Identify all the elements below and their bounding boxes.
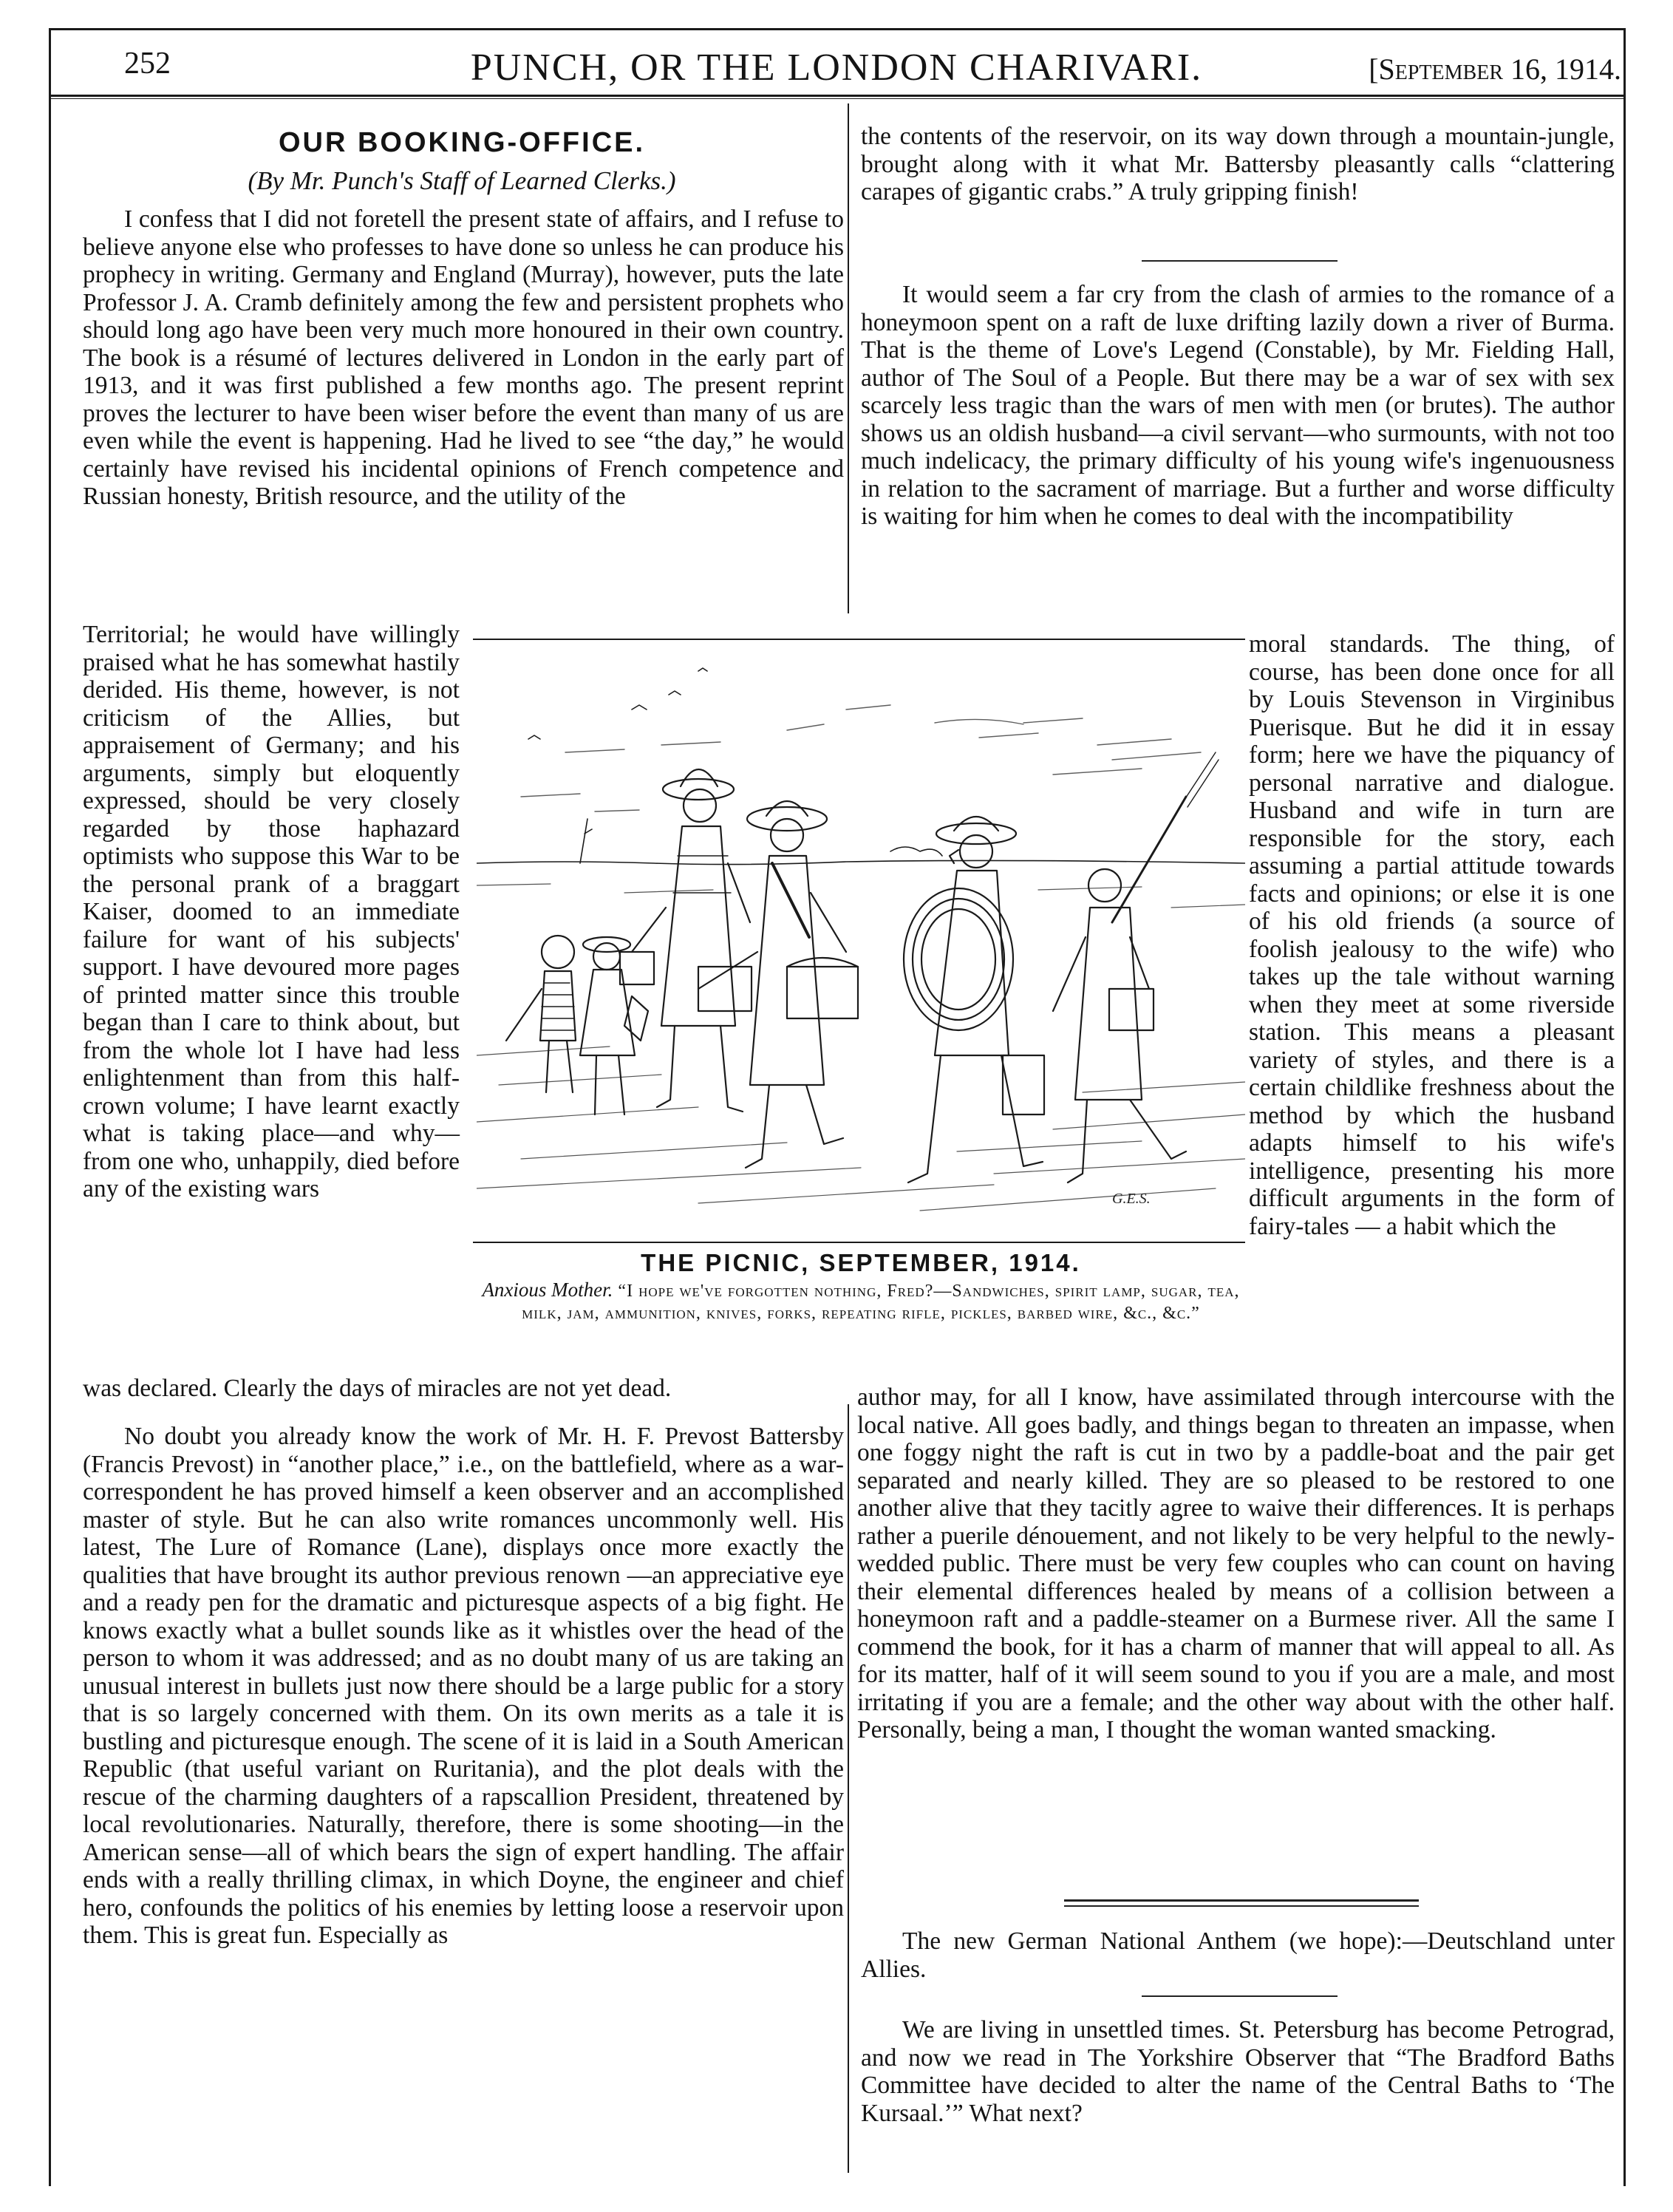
frame-top-rule: [49, 28, 1626, 30]
review-battersby-paragraph: No doubt you already know the work of Mr. H. F. Prevost Battersby (Francis Prevost) in “another place,” i.e., on the battlefield, where as a war-correspondent he has proved himself a keen observer and an accomplished master of style. But he can also write romances uncommonly well. His latest, The Lure of Romance (Lane), displays once more exactly the qualities that have brought its author previous renown —an appreciative eye and a ready pen for the dramatic and picturesque aspects of a big fight. He knows exactly what a bullet sounds like as it whistles over the head of the person to whom it was addressed; and as no doubt many of us are taking an unusual interest in bullets just now there should be a large public for a story that is so largely concerned with them. On its own merits as a tale it is bustling and picturesque enough. The scene of it is laid in a South American Republic (that useful variant on Ruritania), and the plot deals with the rescue of the charming daughters of a rapscallion President, threatened by local revolutionaries. Naturally, therefore, there is some shooting—in the American sense—all of which bears the sign of expert handling. The affair ends with a really thrilling climax, in which Doyne, the engineer and chief hero, confounds the politics of his enemies by letting loose a reservoir upon them. This is great fun. Especially as: [83, 1423, 844, 1949]
review-cramb-wrap: [83, 621, 460, 1203]
figure-child-boy: [506, 936, 576, 1092]
frame-left-rule: [49, 28, 51, 2186]
page-number: 252: [124, 47, 171, 81]
column-divider-lower: [848, 1404, 849, 2173]
frame-right-rule: [1623, 28, 1626, 2186]
section-byline: (By Mr. Punch's Staff of Learned Clerks.): [248, 166, 676, 195]
review-love-legend-bottom: [857, 1384, 1615, 1744]
column-divider-upper: [848, 103, 849, 613]
artist-signature: G.E.S.: [1112, 1191, 1151, 1207]
review-cramb-tail: [83, 1375, 844, 1403]
illustration-caption: [473, 1279, 1249, 1324]
illustration-top-rule: [473, 639, 1245, 640]
figure-child-girl: [580, 937, 648, 1114]
review-battersby-ending: the contents of the reservoir, on its way down through a mountain-jungle, brought along with it what Mr. Battersby pleasantly calls “clattering carapes of gigantic crabs.” A truly gripping finish!: [861, 123, 1615, 205]
caption-quote: “I hope we've forgotten nothing, Fred?—Sandwiches, spirit lamp, sugar, tea, milk, jam, ammunition, knives, forks, repeating rifle, pickles, barbed wire, &c., &c.”: [522, 1282, 1240, 1323]
review-love-legend-ending: author may, for all I know, have assimilated through intercourse with the local native. All goes badly, and things began to threaten an impasse, when one foggy night the raft is cut in two by a paddle-boat and the pair get separated and nearly killed. They are so pleased to be restored to one another alive that they tacitly agree to waive their differences. It is perhaps rather a puerile dénouement, and not likely to be very helpful to the newly-wedded public. There must be very few couples who can count on having their elemental differences healed by means of a collision between a honeymoon raft and a paddle-steamer on a Burmese river. All the same I commend the book, for it has a charm of manner that will appeal to all. As for its matter, half of it will seem sound to you if you are a male, and most irritating if you are a female; and the other way about with the other half. Personally, being a man, I thought the woman wanted smacking.: [857, 1384, 1615, 1743]
review-cramb-paragraph: I confess that I did not foretell the present state of affairs, and I refuse to believe anyone else who professes to have done so unless he can produce his prophecy in writing. Germany and England (Murray), however, puts the late Professor J. A. Cramb definitely among the few and persistent prophets who should long ago have been very much more honoured in their own country. The book is a résumé of lectures delivered in London in the early part of 1913, and it was first published a few months ago. The present reprint proves the lecturer to have been wiser before the event than many of us are even while the event is happening. Had he lived to see “the day,” he would certainly have revised his incidental opinions of French competence and Russian honesty, British resource, and the utility of the: [83, 205, 844, 510]
review-love-legend-text: [861, 281, 1615, 531]
double-rule-bottom: [1064, 1905, 1419, 1907]
section-title: OUR BOOKING-OFFICE.: [278, 127, 646, 158]
review-battersby-text: [83, 1423, 844, 1950]
issue-date: [September 16, 1914.: [1369, 52, 1621, 86]
anthem-note: [861, 1927, 1615, 1983]
illustration-bottom-rule: [473, 1242, 1245, 1243]
separator-rule: [1142, 260, 1338, 262]
picnic-illustration: [477, 642, 1245, 1216]
masthead-title: PUNCH, OR THE LONDON CHARIVARI.: [470, 47, 1203, 89]
double-rule-top: [1064, 1899, 1419, 1902]
caption-speaker: Anxious Mother.: [482, 1279, 613, 1301]
review-cramb-text: [83, 205, 844, 511]
review-love-legend-paragraph: It would seem a far cry from the clash of armies to the romance of a honeymoon spent on a raft de luxe drifting lazily down a river of Burma. That is the theme of Love's Legend (Constable), by Mr. Fielding Hall, author of The Soul of a People. But there may be a war of sex with sex scarcely less tragic than the wars of men with men (or brutes). The author shows us an oldish husband—a civil servant—who surmounts, with not too much indelicacy, the primary difficulty of his young wife's ingenuousness in relation to the sacrament of marriage. But a further and worse difficulty is waiting for him when he comes to deal with the incompatibility: [861, 281, 1615, 530]
separator-rule-2: [1142, 1995, 1338, 1997]
figure-mother: [620, 769, 750, 1112]
petersburg-text: We are living in unsettled times. St. Petersburg has become Petrograd, and now we read in The Yorkshire Observer that “The Bradford Baths Committee have decided to alter the name of the Central Baths to ‘The Kursaal.’” What next?: [861, 2016, 1615, 2127]
review-battersby-continued: [861, 123, 1615, 206]
review-love-legend-wrap: [1249, 630, 1615, 1240]
petersburg-note: [861, 2016, 1615, 2127]
figure-man-rifle: [1053, 752, 1219, 1182]
review-love-legend-continued: moral standards. The thing, of course, has been done once for all by Louis Stevenson in Virginibus Puerisque. But he did it in essay form; here we have the piquancy of personal narrative and dialogue. Husband and wife in turn are responsible for the story, each assuming a partial attitude towards facts and opinions; or else it is one of his old friends (a source of foolish jealousy to the wife) who takes up the tale without warning when they meet at some riverside station. This means a pleasant variety of styles, and there is a certain childlike freshness about the method by which the husband adapts himself to his wife's intelligence, presenting his more difficult arguments in the form of fairy-tales — a habit which the: [1249, 630, 1615, 1240]
anthem-text: The new German National Anthem (we hope):—Deutschland unter Allies.: [861, 1927, 1615, 1983]
review-cramb-continued: Territorial; he would have willingly praised what he has somewhat hastily derided. His theme, however, is not criticism of the Allies, but appraisement of Germany; and his arguments, simply but eloquently expressed, should be very closely regarded by those haphazard optimists who suppose this War to be the personal prank of a braggart Kaiser, doomed to an immediate failure for want of his subjects' support. I have devoured more pages of printed matter since this trouble began than I care to think about, but from the whole lot I have had less enlightenment than from this half-crown volume; I have learnt exactly what is taking place—and why—from one who, unhappily, died before any of the existing wars: [83, 621, 460, 1202]
figure-man-fred: [904, 817, 1044, 1182]
illustration-title: THE PICNIC, SEPTEMBER, 1914.: [641, 1249, 1081, 1276]
review-cramb-closing: was declared. Clearly the days of miracles are not yet dead.: [83, 1375, 672, 1402]
